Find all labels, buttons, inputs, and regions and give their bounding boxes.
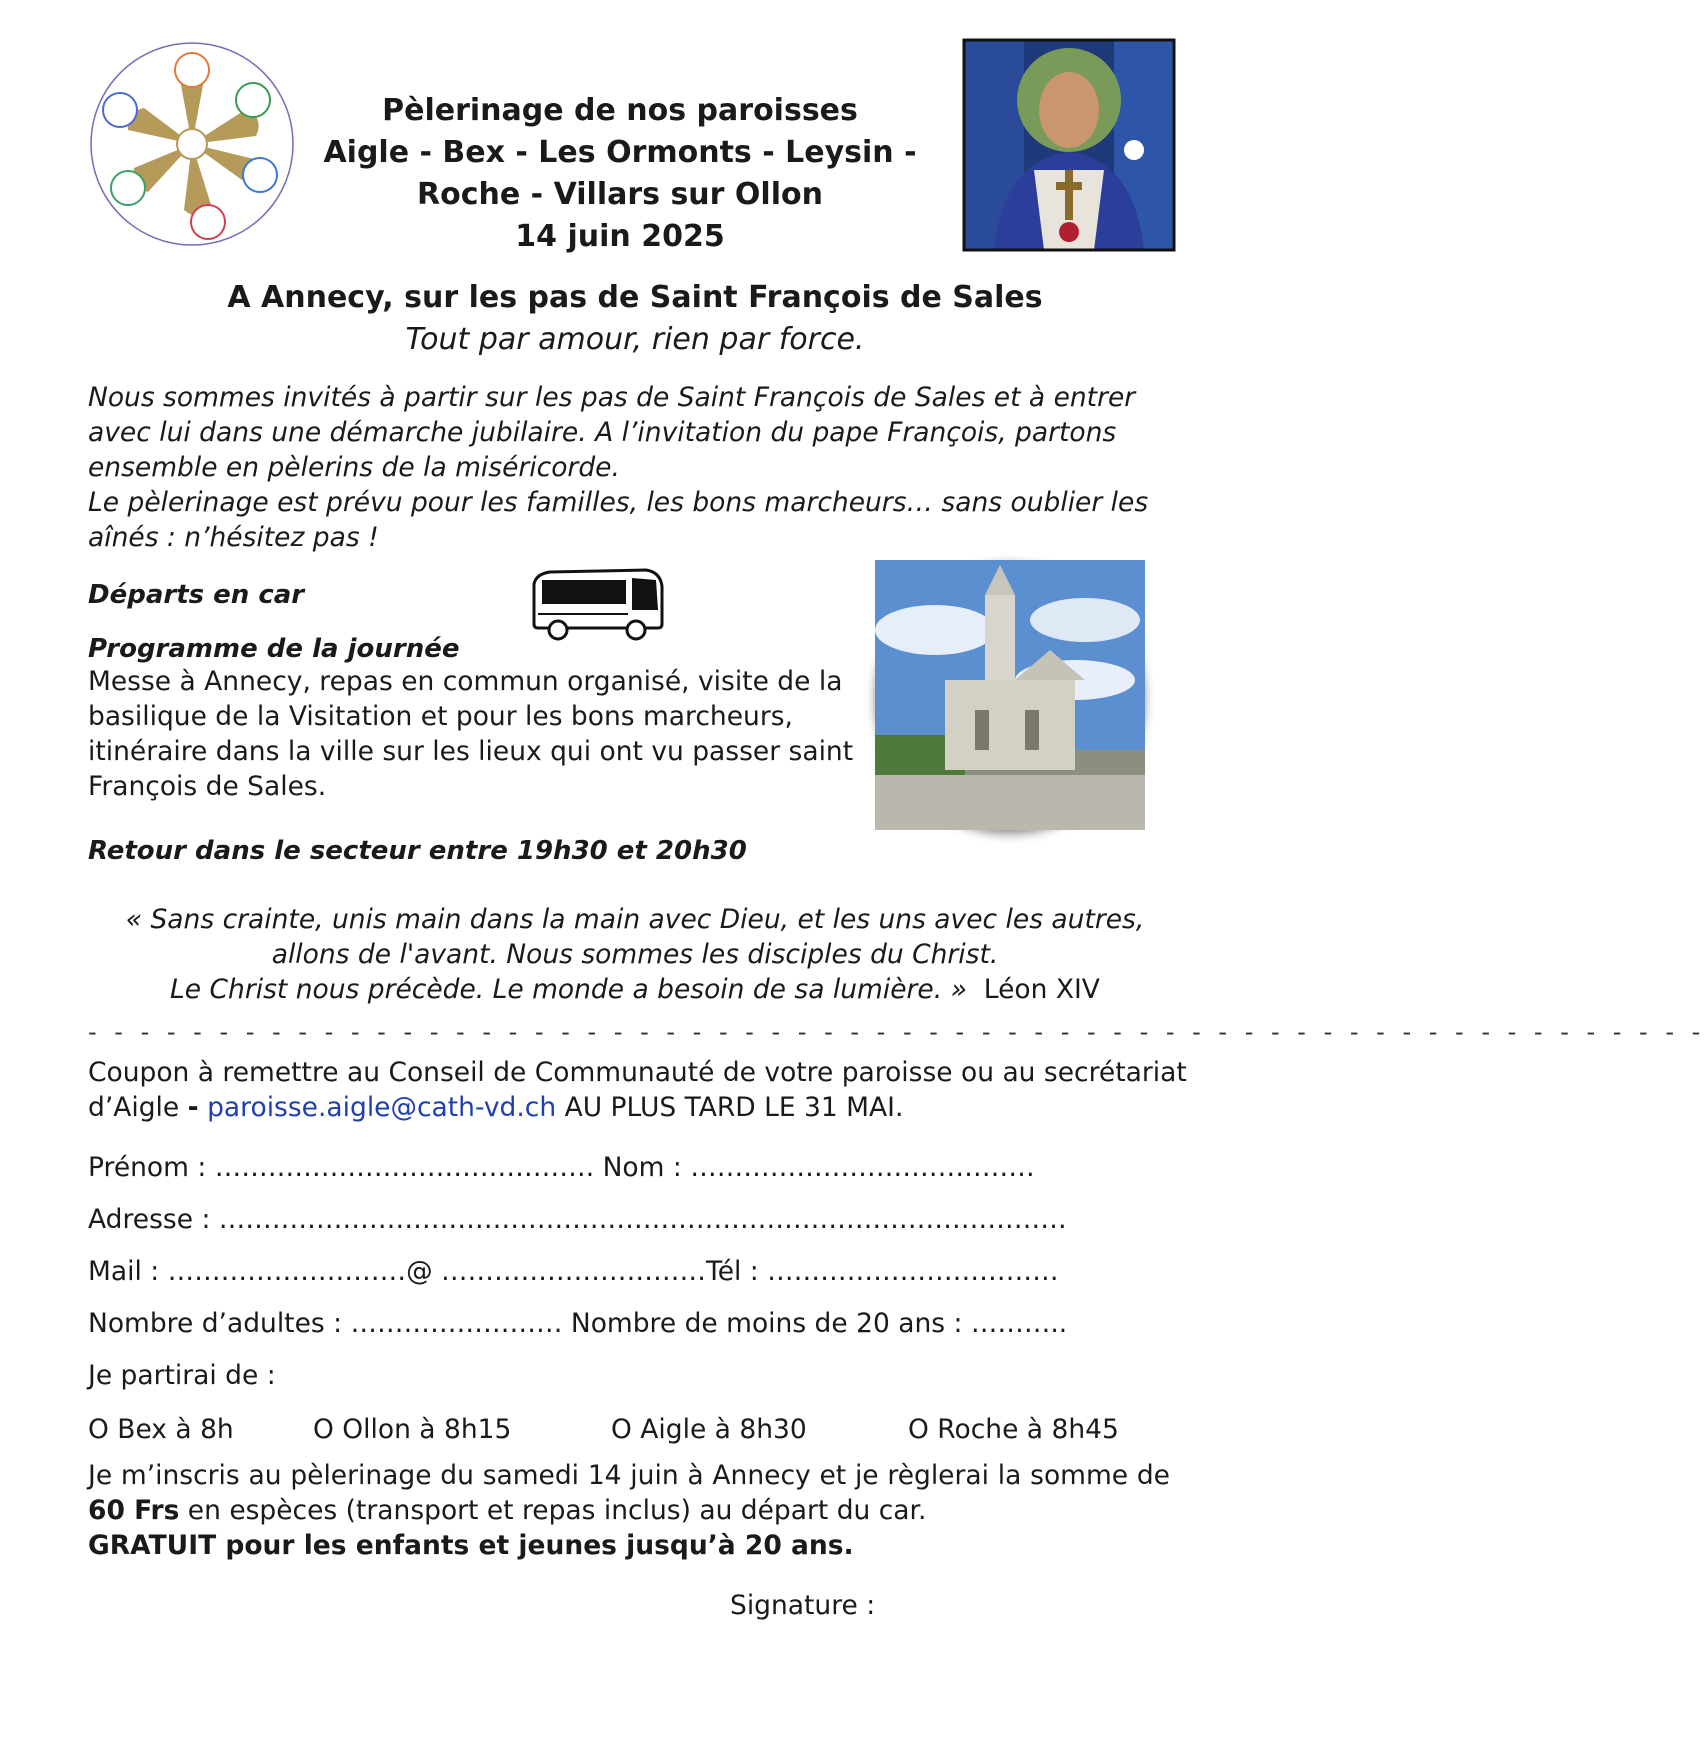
programme-heading: Programme de la journée <box>88 634 460 664</box>
mail-tel-field[interactable]: Mail : ………………………@ …………………………Tél : …………………………… <box>88 1256 1059 1287</box>
intro-paragraph-1: Nous sommes invités à partir sur les pas de Saint François de Sales et à entrer avec lui dans une démarche jubilaire. A l’invitation du pape François, partons ensemble en pèlerins de la miséricorde. <box>88 382 1136 483</box>
header-line-3: Roche - Villars sur Ollon <box>417 177 823 212</box>
cut-separator: - - - - - - - - - - - - - - - - - - - - - - - - - - - - - - - - - - - - - - - - - - - - - - - - - - - - - - - - - - - - - - <box>88 1018 1705 1046</box>
pilgrimage-header <box>300 90 940 258</box>
return-text: Retour dans le secteur entre 19h30 et 20h30 <box>88 836 747 866</box>
coupon-deadline: AU PLUS TARD LE 31 MAI. <box>564 1092 904 1123</box>
intro-text <box>88 380 1198 555</box>
departure-option-ollon[interactable]: O Ollon à 8h15 <box>313 1414 512 1445</box>
programme-section <box>88 634 868 804</box>
quote-block <box>90 902 1180 1007</box>
prenom-nom-field[interactable]: Prénom : ……………………………………. Nom : ………………………………… <box>88 1152 1035 1183</box>
signature-label: Signature : <box>730 1590 876 1621</box>
free-note: GRATUIT pour les enfants et jeunes jusqu’à 20 ans. <box>88 1530 854 1561</box>
quote-line-2: allons de l'avant. Nous sommes les disciples du Christ. <box>271 939 999 970</box>
nombre-field[interactable]: Nombre d’adultes : …………………… Nombre de moins de 20 ans : ……….. <box>88 1308 1068 1339</box>
programme-text: Messe à Annecy, repas en commun organisé, visite de la basilique de la Visitation et pour les bons marcheurs, itinéraire dans la ville sur les lieux qui ont vu passer saint François de Sales. <box>88 666 854 802</box>
coupon-text: Coupon à remettre au Conseil de Communauté de votre paroisse ou au secrétariat d’Aigle <box>88 1057 1187 1123</box>
departs-heading: Départs en car <box>88 580 305 610</box>
departure-option-bex[interactable]: O Bex à 8h <box>88 1414 234 1445</box>
inscription-text-1: Je m’inscris au pèlerinage du samedi 14 juin à Annecy et je règlerai la somme de <box>88 1460 1170 1491</box>
coupon-instructions <box>88 1055 1198 1125</box>
departure-option-aigle[interactable]: O Aigle à 8h30 <box>611 1414 807 1445</box>
inscription-text-2: en espèces (transport et repas inclus) au départ du car. <box>187 1495 927 1526</box>
saint-stained-glass-image <box>964 40 1174 250</box>
page-title: A Annecy, sur les pas de Saint François de Sales <box>227 280 1043 315</box>
header-line-2: Aigle - Bex - Les Ormonts - Leysin - <box>323 135 917 170</box>
inscription-text <box>88 1458 1170 1563</box>
email-link[interactable]: paroisse.aigle@cath-vd.ch <box>207 1092 557 1123</box>
intro-paragraph-2: Le pèlerinage est prévu pour les familles, les bons marcheurs… sans oublier les aînés : n’hésitez pas ! <box>88 487 1149 553</box>
parish-logo <box>88 40 296 248</box>
je-partirai-label: Je partirai de : <box>88 1360 276 1391</box>
quote-author: Léon XIV <box>983 974 1100 1005</box>
adresse-field[interactable]: Adresse : …………………………………………………………………………………… <box>88 1204 1067 1235</box>
header-date: 14 juin 2025 <box>515 219 725 254</box>
header-line-1: Pèlerinage de nos paroisses <box>382 93 858 128</box>
departure-option-roche[interactable]: O Roche à 8h45 <box>908 1414 1119 1445</box>
quote-line-1: « Sans crainte, unis main dans la main avec Dieu, et les uns avec les autres, <box>125 904 1145 935</box>
coupon-dash: - <box>187 1092 199 1123</box>
basilica-photo <box>875 560 1145 830</box>
motto: Tout par amour, rien par force. <box>405 322 865 357</box>
price: 60 Frs <box>88 1495 180 1526</box>
quote-line-3: Le Christ nous précède. Le monde a besoin de sa lumière. » <box>170 974 967 1005</box>
